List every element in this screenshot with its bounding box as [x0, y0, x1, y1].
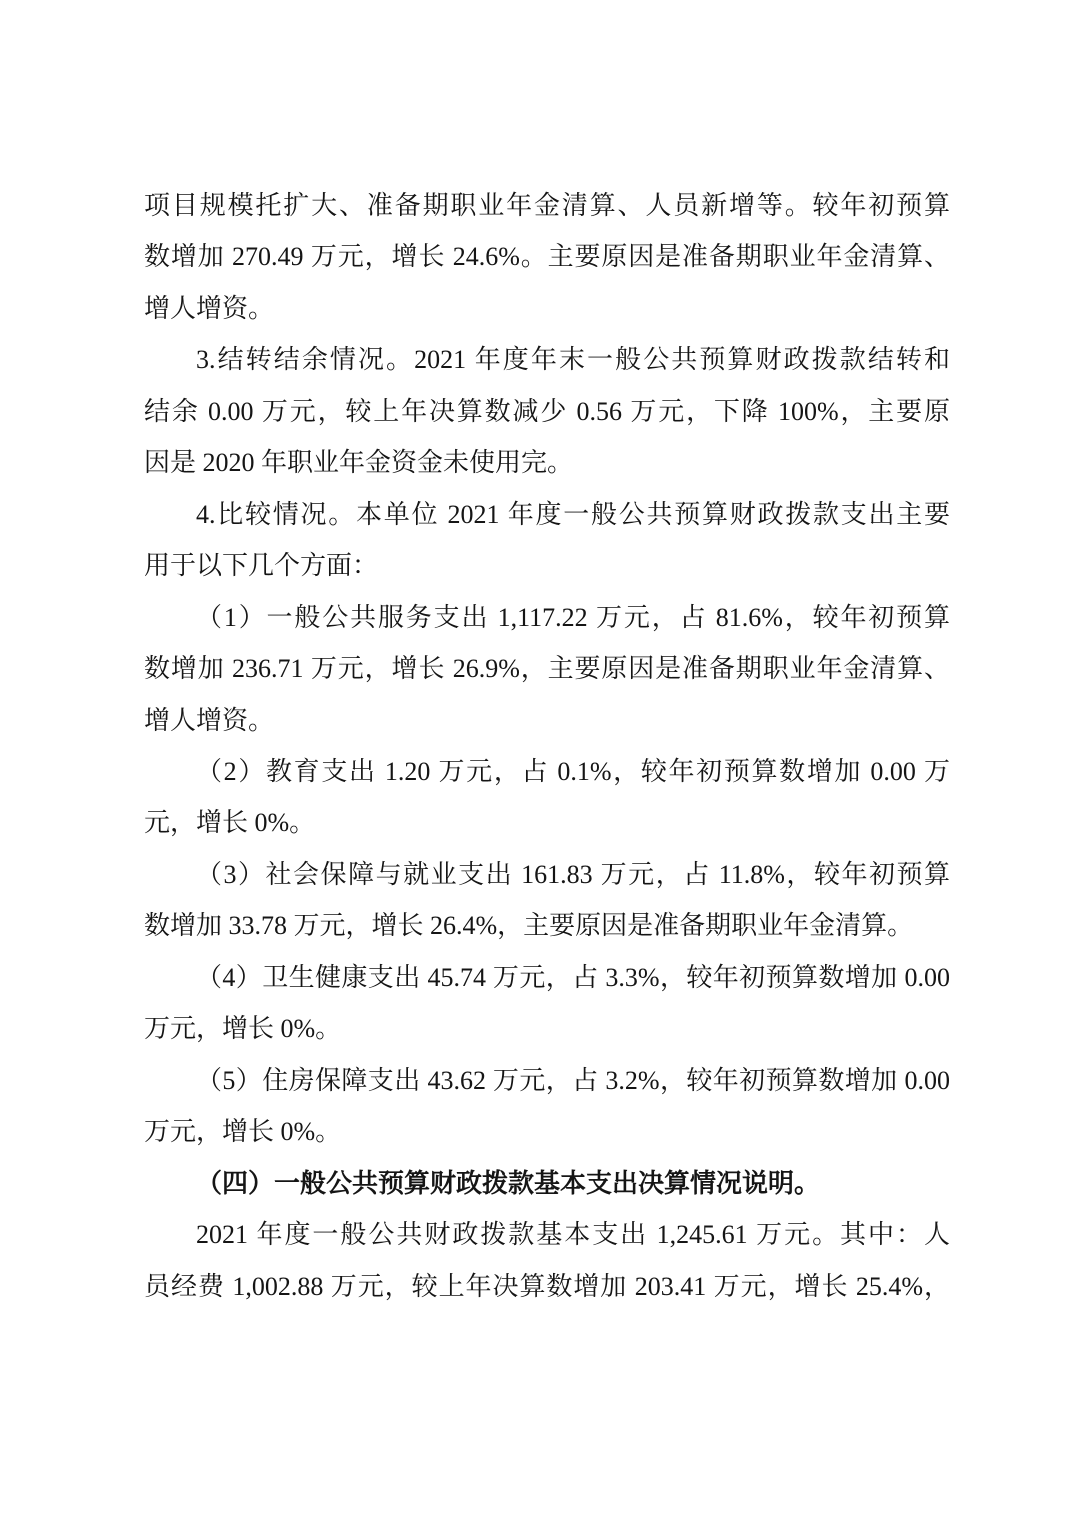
para-continuation-project-scale — [144, 180, 950, 334]
item-1-general-public-services — [144, 592, 950, 746]
text-line: 增人增资。 — [144, 293, 275, 323]
text-line: （1）一般公共服务支出 1,117.22 万元，占 81.6%，较年初预算 — [196, 602, 950, 632]
text-line: （4）卫生健康支出 45.74 万元，占 3.3%，较年初预算数增加 0.00 — [196, 962, 950, 992]
para-3-carryover-balance — [144, 334, 950, 488]
heading-section-4-basic-expenditure — [144, 1158, 950, 1209]
text-line: 数增加 236.71 万元，增长 26.9%，主要原因是准备期职业年金清算、 — [144, 654, 950, 684]
para-2021-basic-expenditure — [144, 1209, 950, 1312]
document-content — [144, 180, 950, 1312]
text-line: 项目规模托扩大、准备期职业年金清算、人员新增等。较年初预算 — [144, 191, 950, 220]
text-line: 数增加 270.49 万元，增长 24.6%。主要原因是准备期职业年金清算、 — [144, 242, 950, 272]
text-line: 万元，增长 0%。 — [144, 1117, 342, 1147]
text-line: 数增加 33.78 万元，增长 26.4%，主要原因是准备期职业年金清算。 — [144, 911, 914, 941]
item-4-health — [144, 952, 950, 1055]
item-3-social-security-employment — [144, 849, 950, 952]
text-line: （2）教育支出 1.20 万元，占 0.1%，较年初预算数增加 0.00 万 — [196, 756, 950, 786]
item-5-housing — [144, 1055, 950, 1158]
text-line: （四）一般公共预算财政拨款基本支出决算情况说明。 — [196, 1168, 821, 1198]
text-line: 用于以下几个方面： — [144, 551, 379, 581]
text-line: 4.比较情况。本单位 2021 年度一般公共预算财政拨款支出主要 — [196, 499, 950, 529]
text-line: 员经费 1,002.88 万元，较上年决算数增加 203.41 万元，增长 25.4%， — [144, 1271, 950, 1301]
item-2-education — [144, 746, 950, 849]
text-line: 2021 年度一般公共财政拨款基本支出 1,245.61 万元。其中：人 — [196, 1220, 950, 1250]
text-line: 元，增长 0%。 — [144, 808, 316, 838]
text-line: 增人增资。 — [144, 705, 275, 735]
text-line: （3）社会保障与就业支出 161.83 万元，占 11.8%，较年初预算 — [196, 859, 950, 889]
para-4-comparison — [144, 489, 950, 592]
text-line: 万元，增长 0%。 — [144, 1014, 342, 1044]
text-line: 因是 2020 年职业年金资金未使用完。 — [144, 448, 574, 478]
text-line: 3.结转结余情况。2021 年度年末一般公共预算财政拨款结转和 — [196, 345, 950, 375]
text-line: 结余 0.00 万元，较上年决算数减少 0.56 万元，下降 100%，主要原 — [144, 396, 950, 426]
text-line: （5）住房保障支出 43.62 万元，占 3.2%，较年初预算数增加 0.00 — [196, 1065, 950, 1095]
